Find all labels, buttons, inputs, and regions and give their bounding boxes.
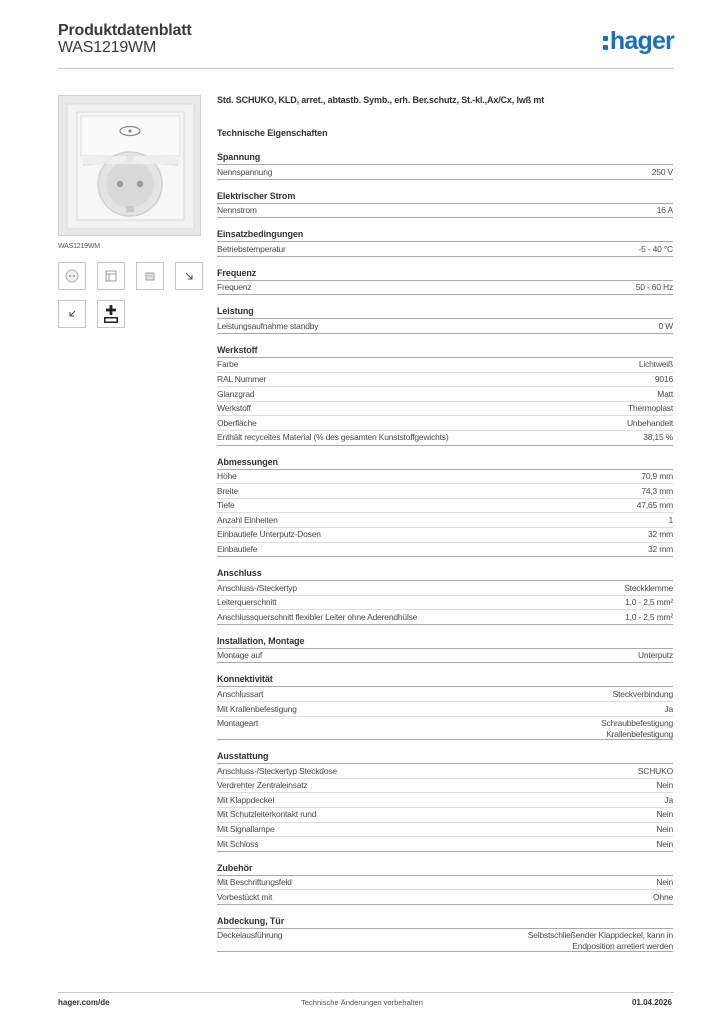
document-title: Produktdatenblatt [58,22,192,39]
logo-dots-icon [603,36,608,50]
spec-label: Mit Schloss [217,838,259,849]
spec-group-end-rule [217,662,673,663]
header-divider [58,68,674,69]
spec-label: Montageart [217,718,258,729]
spec-row [217,610,673,625]
spec-value: 50 - 60 Hz [635,282,673,293]
spec-row [217,387,673,402]
spec-group-end-rule [217,624,673,625]
spec-value: Schraubbefestigung Krallenbefestigung [600,718,673,739]
spec-value: Unbehandelt [626,417,673,428]
spec-value: Ja [664,703,673,714]
spec-label: Einbautiefe Unterputz-Dosen [217,529,321,540]
spec-value: 1,0 - 2,5 mm² [625,611,673,622]
specification-content [217,95,673,952]
spec-group [217,306,673,334]
spec-row [217,528,673,543]
spec-row [217,823,673,838]
spec-group-end-rule [217,951,673,952]
plus-box-icon[interactable] [97,300,125,328]
spec-value: Thermoplast [627,403,673,414]
spec-label: Frequenz [217,282,252,293]
spec-label: Deckelausführung [217,930,283,941]
spec-group-end-rule [217,179,673,180]
wiring-thumb-icon[interactable] [97,262,125,290]
spec-label: Verdrehter Zentraleinsatz [217,780,308,791]
spec-value: Selbstschließender Klappdeckel, kann in Endposition arretiert werden [527,930,673,951]
spec-row [217,837,673,852]
spec-row [217,416,673,431]
spec-group-title: Leistung [217,306,673,319]
spec-row [217,499,673,514]
spec-label: Leiterquerschnitt [217,597,277,608]
spec-group [217,568,673,625]
spec-group-title: Anschluss [217,568,673,581]
spec-value: 16 A [656,205,673,216]
spec-row [217,717,673,741]
spec-label: Mit Klappdeckel [217,794,275,805]
spec-group [217,636,673,664]
spec-row [217,687,673,702]
spec-row [217,358,673,373]
spec-label: Anschlussart [217,688,264,699]
spec-group-title: Frequenz [217,268,673,281]
spec-label: Einbautiefe [217,544,258,554]
spec-row [217,470,673,485]
spec-value: Ja [664,794,673,805]
product-image [58,95,201,236]
spec-group-end-rule [217,739,673,740]
spec-value: Matt [657,388,673,399]
spec-label: Anschluss-/Steckertyp Steckdose [217,765,337,776]
spec-value: Steckverbindung [612,688,673,699]
spec-label: Werkstoff [217,403,251,414]
spec-group [217,916,673,953]
spec-value: 32 mm [648,529,673,540]
spec-label: Mit Schutzleiterkontakt rund [217,809,317,820]
spec-row [217,242,673,257]
spec-label: Höhe [217,471,237,482]
spec-value: Nein [656,877,673,888]
spec-value: 38,15 % [643,432,673,443]
spec-group-end-rule [217,851,673,852]
spec-row [217,808,673,823]
spec-row [217,484,673,499]
spec-row [217,543,673,558]
socket-thumb-icon[interactable] [58,262,86,290]
cover-thumb-icon[interactable] [136,262,164,290]
spec-value: Nein [656,838,673,849]
spec-group-title: Ausstattung [217,751,673,764]
spec-value: Nein [656,809,673,820]
spec-row [217,764,673,779]
spec-group-end-rule [217,256,673,257]
spec-group-title: Konnektivität [217,674,673,687]
footer-divider [58,992,674,993]
spec-label: Nennspannung [217,166,273,177]
spec-label: Anschlussquerschnitt flexibler Leiter ohne Aderendhülse [217,611,418,622]
socket-illustration-icon [59,96,201,236]
spec-row [217,929,673,953]
pin-thumb-icon[interactable] [58,300,86,328]
spec-row [217,596,673,611]
spec-label: Mit Beschriftungsfeld [217,877,292,888]
spec-group-end-rule [217,556,673,557]
spec-value: 1 [668,514,673,525]
spec-value: Ohne [653,891,673,902]
spec-group-title: Elektrischer Strom [217,191,673,204]
spec-label: Mit Signallampe [217,824,275,835]
spec-group-end-rule [217,294,673,295]
spec-group-title: Spannung [217,152,673,165]
spec-group-end-rule [217,445,673,446]
spec-group-title: Werkstoff [217,345,673,358]
document-subtitle: WAS1219WM [58,39,157,56]
spec-label: Nennstrom [217,205,257,216]
product-description: Std. SCHUKO, KLD, arret., abtastb. Symb., erh. Ber.schutz, St.-kl.,Ax/Cx, lwß mt [217,95,545,105]
spec-group-end-rule [217,217,673,218]
logo-wordmark: hager [609,26,674,55]
spec-label: Montage auf [217,650,263,661]
spec-groups [217,152,673,952]
arrow-thumb-icon[interactable] [175,262,203,290]
spec-row [217,281,673,296]
spec-value: Lichtweiß [638,359,673,370]
spec-value: 250 V [651,166,673,177]
hager-logo [603,26,674,56]
spec-group-title: Einsatzbedingungen [217,229,673,242]
footer-date: 01.04.2026 [631,998,672,1007]
spec-value: 1,0 - 2,5 mm² [625,597,673,608]
spec-label: Betriebstemperatur [217,243,286,254]
spec-value: SCHUKO [637,765,673,776]
spec-label: Enthält recyceltes Material (% des gesamten Kunststoffgewichts) [217,432,449,443]
spec-row [217,890,673,905]
spec-label: Farbe [217,359,239,370]
spec-value: Steckklemme [624,582,673,593]
page-header [58,20,674,70]
spec-row [217,373,673,388]
spec-value: Unterputz [637,650,673,661]
spec-label: Mit Krallenbefestigung [217,703,297,714]
spec-label: Tiefe [217,500,235,511]
spec-group [217,863,673,905]
spec-group-title: Abmessungen [217,457,673,470]
spec-label: Glanzgrad [217,388,255,399]
spec-row [217,793,673,808]
spec-row [217,165,673,180]
spec-row [217,513,673,528]
spec-group [217,345,673,446]
footer-website[interactable]: hager.com/de [58,998,110,1007]
image-caption: WAS1219WM [58,243,100,250]
spec-group [217,674,673,740]
spec-group [217,268,673,296]
spec-value: 70,9 mm [641,471,673,482]
spec-label: RAL Nummer [217,374,267,385]
spec-group [217,229,673,257]
spec-label: Leistungsaufnahme standby [217,320,319,331]
spec-group [217,152,673,180]
spec-row [217,779,673,794]
spec-row [217,402,673,417]
spec-value: Nein [656,780,673,791]
spec-group-end-rule [217,904,673,905]
spec-group-title: Installation, Montage [217,636,673,649]
section-heading: Technische Eigenschaften [217,128,328,138]
spec-value: 32 mm [648,544,673,554]
spec-value: Nein [656,824,673,835]
spec-group-title: Zubehör [217,863,673,876]
spec-row [217,649,673,664]
spec-row [217,204,673,219]
spec-value: 47,65 mm [636,500,673,511]
footer-notice: Technische Änderungen vorbehalten [301,998,423,1007]
spec-group [217,751,673,852]
spec-group [217,191,673,219]
spec-group-title: Abdeckung, Tür [217,916,673,929]
spec-row [217,581,673,596]
spec-value: -5 - 40 °C [638,243,673,254]
spec-group-end-rule [217,333,673,334]
spec-value: 9016 [654,374,673,385]
spec-row [217,431,673,446]
spec-group [217,457,673,558]
spec-label: Anzahl Einheiten [217,514,278,525]
spec-label: Vorbestückt mit [217,891,273,902]
spec-row [217,319,673,334]
spec-label: Breite [217,485,239,496]
spec-row [217,702,673,717]
spec-label: Oberfläche [217,417,257,428]
spec-value: 0 W [658,320,673,331]
spec-label: Anschluss-/Steckertyp [217,582,297,593]
spec-value: 74,3 mm [641,485,673,496]
spec-row [217,876,673,891]
